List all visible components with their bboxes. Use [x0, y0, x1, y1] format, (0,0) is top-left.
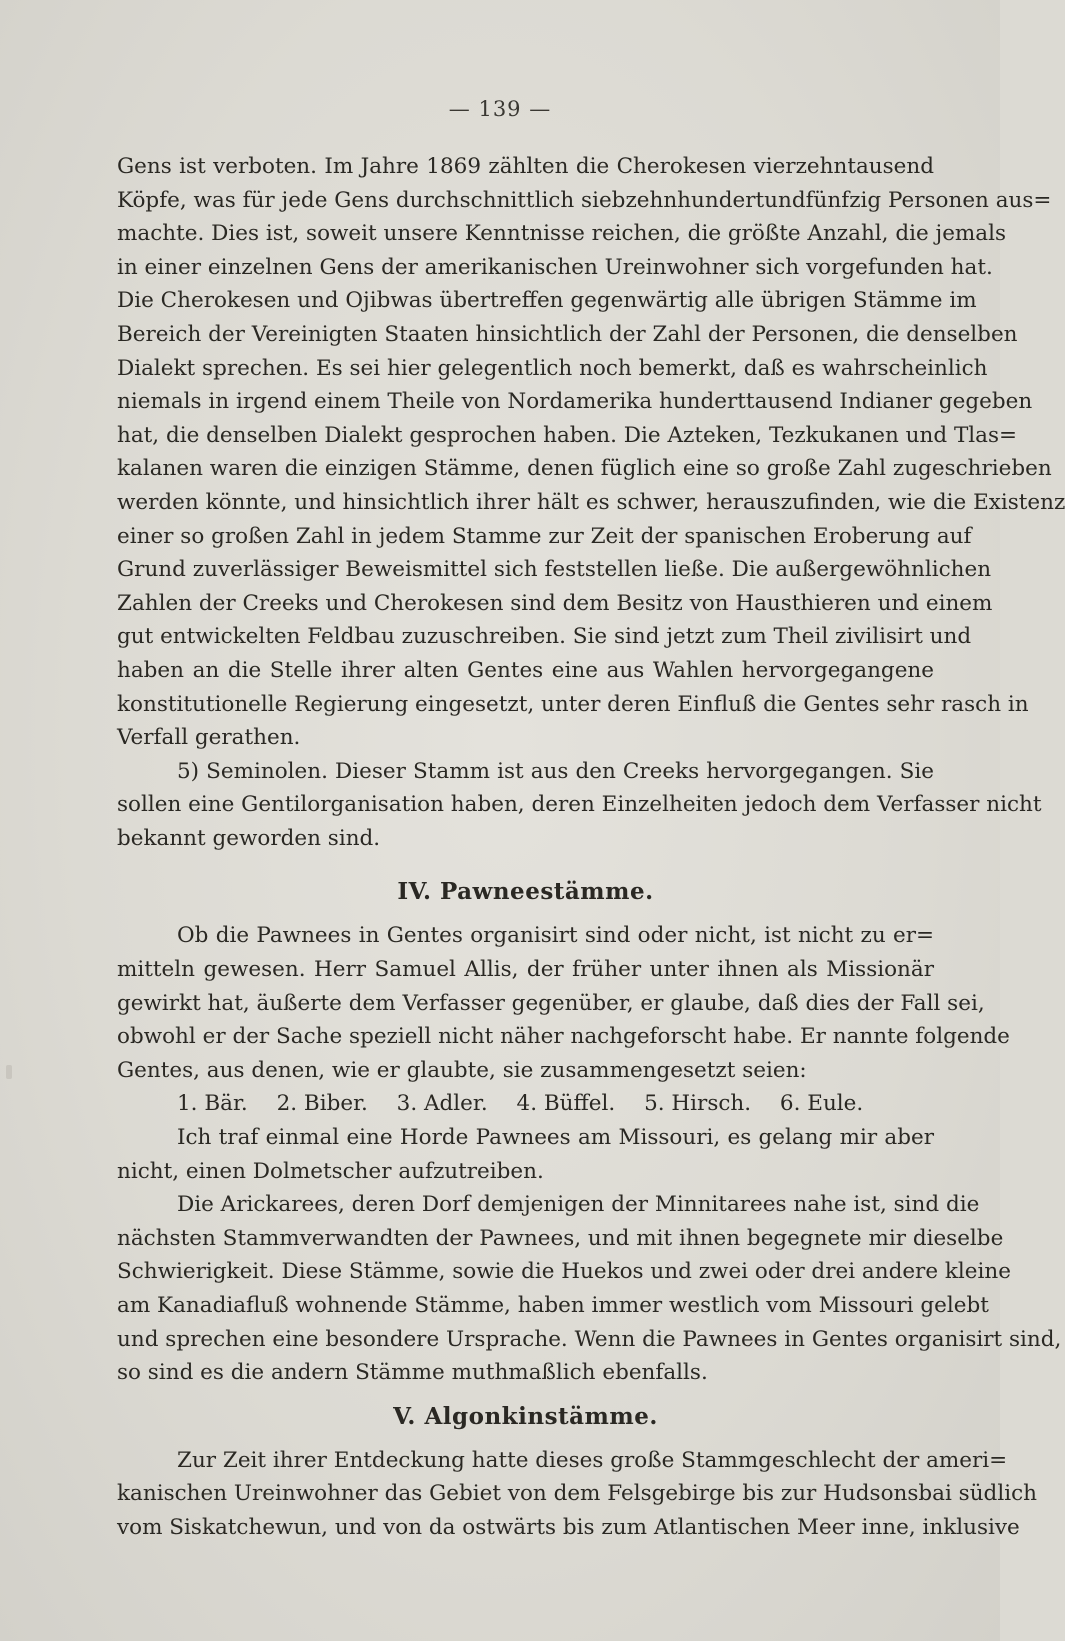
text-line: Zahlen der Creeks und Cherokesen sind dem Besitz von Hausthieren und einem [117, 590, 993, 616]
section-heading-pawnee: IV. Pawneestämme. [397, 878, 654, 906]
paragraph-pawnee-missouri [117, 1121, 934, 1188]
text-line: am Kanadiafluß wohnende Stämme, haben immer westlich vom Missouri gelebt [117, 1293, 989, 1318]
text-line: mitteln gewesen. Herr Samuel Allis, der früher unter ihnen als Missionär [117, 957, 934, 983]
paragraph-algonkin [117, 1444, 1037, 1545]
text-line: obwohl er der Sache speziell nicht näher nachgeforscht habe. Er nannte folgende [117, 1024, 1010, 1050]
text-line: kalanen waren die einzigen Stämme, denen füglich eine so große Zahl zugeschrieben [117, 456, 1052, 482]
text-line: konstitutionelle Regierung eingesetzt, unter deren Einfluß die Gentes sehr rasch in [117, 691, 1029, 717]
paragraph-cherokee-census [117, 150, 1065, 755]
list-item: 4. Büffel. [516, 1091, 616, 1117]
text-line: und sprechen eine besondere Ursprache. Wenn die Pawnees in Gentes organisirt sind, [117, 1326, 1062, 1352]
text-line: Verfall gerathen. [117, 725, 301, 751]
text-line: sollen eine Gentilorganisation haben, deren Einzelheiten jedoch dem Verfasser nicht [117, 792, 1042, 818]
text-line: Zur Zeit ihrer Entdeckung hatte dieses große Stammgeschlecht der ameri= [177, 1447, 1008, 1473]
text-line: Ich traf einmal eine Horde Pawnees am Missouri, es gelang mir aber [177, 1125, 934, 1151]
text-line: Grund zuverlässiger Beweismittel sich feststellen ließe. Die außergewöhnlichen [117, 557, 992, 583]
text-line: Gentes, aus denen, wie er glaubte, sie zusammengesetzt seien: [117, 1057, 807, 1083]
text-line: werden könnte, und hinsichtlich ihrer hält es schwer, herauszufinden, wie die Existenz [117, 489, 1065, 515]
text-line: Bereich der Vereinigten Staaten hinsichtlich der Zahl der Personen, die denselben [117, 321, 1018, 347]
text-line: vom Siskatchewun, und von da ostwärts bis zum Atlantischen Meer inne, inklusive [117, 1514, 1020, 1540]
text-line: so sind es die andern Stämme muthmaßlich ebenfalls. [117, 1360, 708, 1386]
section-heading-algonkin: V. Algonkinstämme. [393, 1402, 658, 1430]
text-line: Die Arickarees, deren Dorf demjenigen der Minnitarees nahe ist, sind die [177, 1192, 980, 1218]
text-line: gewirkt hat, äußerte dem Verfasser gegenüber, er glaube, daß dies der Fall sei, [117, 990, 985, 1016]
text-line: kanischen Ureinwohner das Gebiet von dem Felsgebirge bis zur Hudsonsbai südlich [117, 1481, 1037, 1507]
text-line: gut entwickelten Feldbau zuzuschreiben. Sie sind jetzt zum Theil zivilisirt und [117, 624, 972, 650]
text-line: hat, die denselben Dialekt gesprochen haben. Die Azteken, Tezkukanen und Tlas= [117, 422, 1018, 448]
text-line: niemals in irgend einem Theile von Nordamerika hunderttausend Indianer gegeben [117, 389, 1033, 415]
margin-speck [6, 1065, 12, 1079]
text-line: nächsten Stammverwandten der Pawnees, und mit ihnen begegnete mir dieselbe [117, 1225, 1004, 1251]
text-line: Ob die Pawnees in Gentes organisirt sind oder nicht, ist nicht zu er= [177, 923, 934, 949]
text-line: Schwierigkeit. Diese Stämme, sowie die Huekos und zwei oder drei andere kleine [117, 1259, 1011, 1285]
list-item: 6. Eule. [779, 1091, 864, 1117]
text-line: haben an die Stelle ihrer alten Gentes eine aus Wahlen hervorgegangene [117, 657, 934, 683]
page-body [117, 150, 1065, 1545]
text-line: machte. Dies ist, soweit unsere Kenntnisse reichen, die größte Anzahl, die jemals [117, 221, 1007, 247]
text-line: 5) Seminolen. Dieser Stamm ist aus den Creeks hervorgegangen. Sie [177, 758, 934, 784]
text-line: nicht, einen Dolmetscher aufzutreiben. [117, 1158, 544, 1184]
text-line: einer so großen Zahl in jedem Stamme zur Zeit der spanischen Eroberung auf [117, 523, 972, 549]
page-number: — 139 — [448, 97, 552, 121]
text-line: Köpfe, was für jede Gens durchschnittlich siebzehnhundertundfünfzig Personen aus= [117, 187, 1052, 213]
list-item: 5. Hirsch. [644, 1091, 752, 1117]
list-item: 3. Adler. [396, 1091, 488, 1117]
gentes-list [117, 1087, 934, 1121]
paragraph-pawnee-gentes [117, 919, 1010, 1087]
paragraph-seminoles [117, 755, 1042, 856]
text-line: Gens ist verboten. Im Jahre 1869 zählten die Cherokesen vierzehntausend [117, 154, 934, 179]
text-line: Dialekt sprechen. Es sei hier gelegentlich noch bemerkt, daß es wahrscheinlich [117, 355, 988, 381]
text-line: bekannt geworden sind. [117, 825, 381, 851]
list-item: 2. Biber. [276, 1091, 368, 1117]
text-line: in einer einzelnen Gens der amerikanischen Ureinwohner sich vorgefunden hat. [117, 254, 993, 280]
list-item: 1. Bär. [177, 1091, 248, 1117]
text-line: Die Cherokesen und Ojibwas übertreffen gegenwärtig alle übrigen Stämme im [117, 288, 977, 314]
paragraph-arickarees [117, 1188, 1062, 1390]
